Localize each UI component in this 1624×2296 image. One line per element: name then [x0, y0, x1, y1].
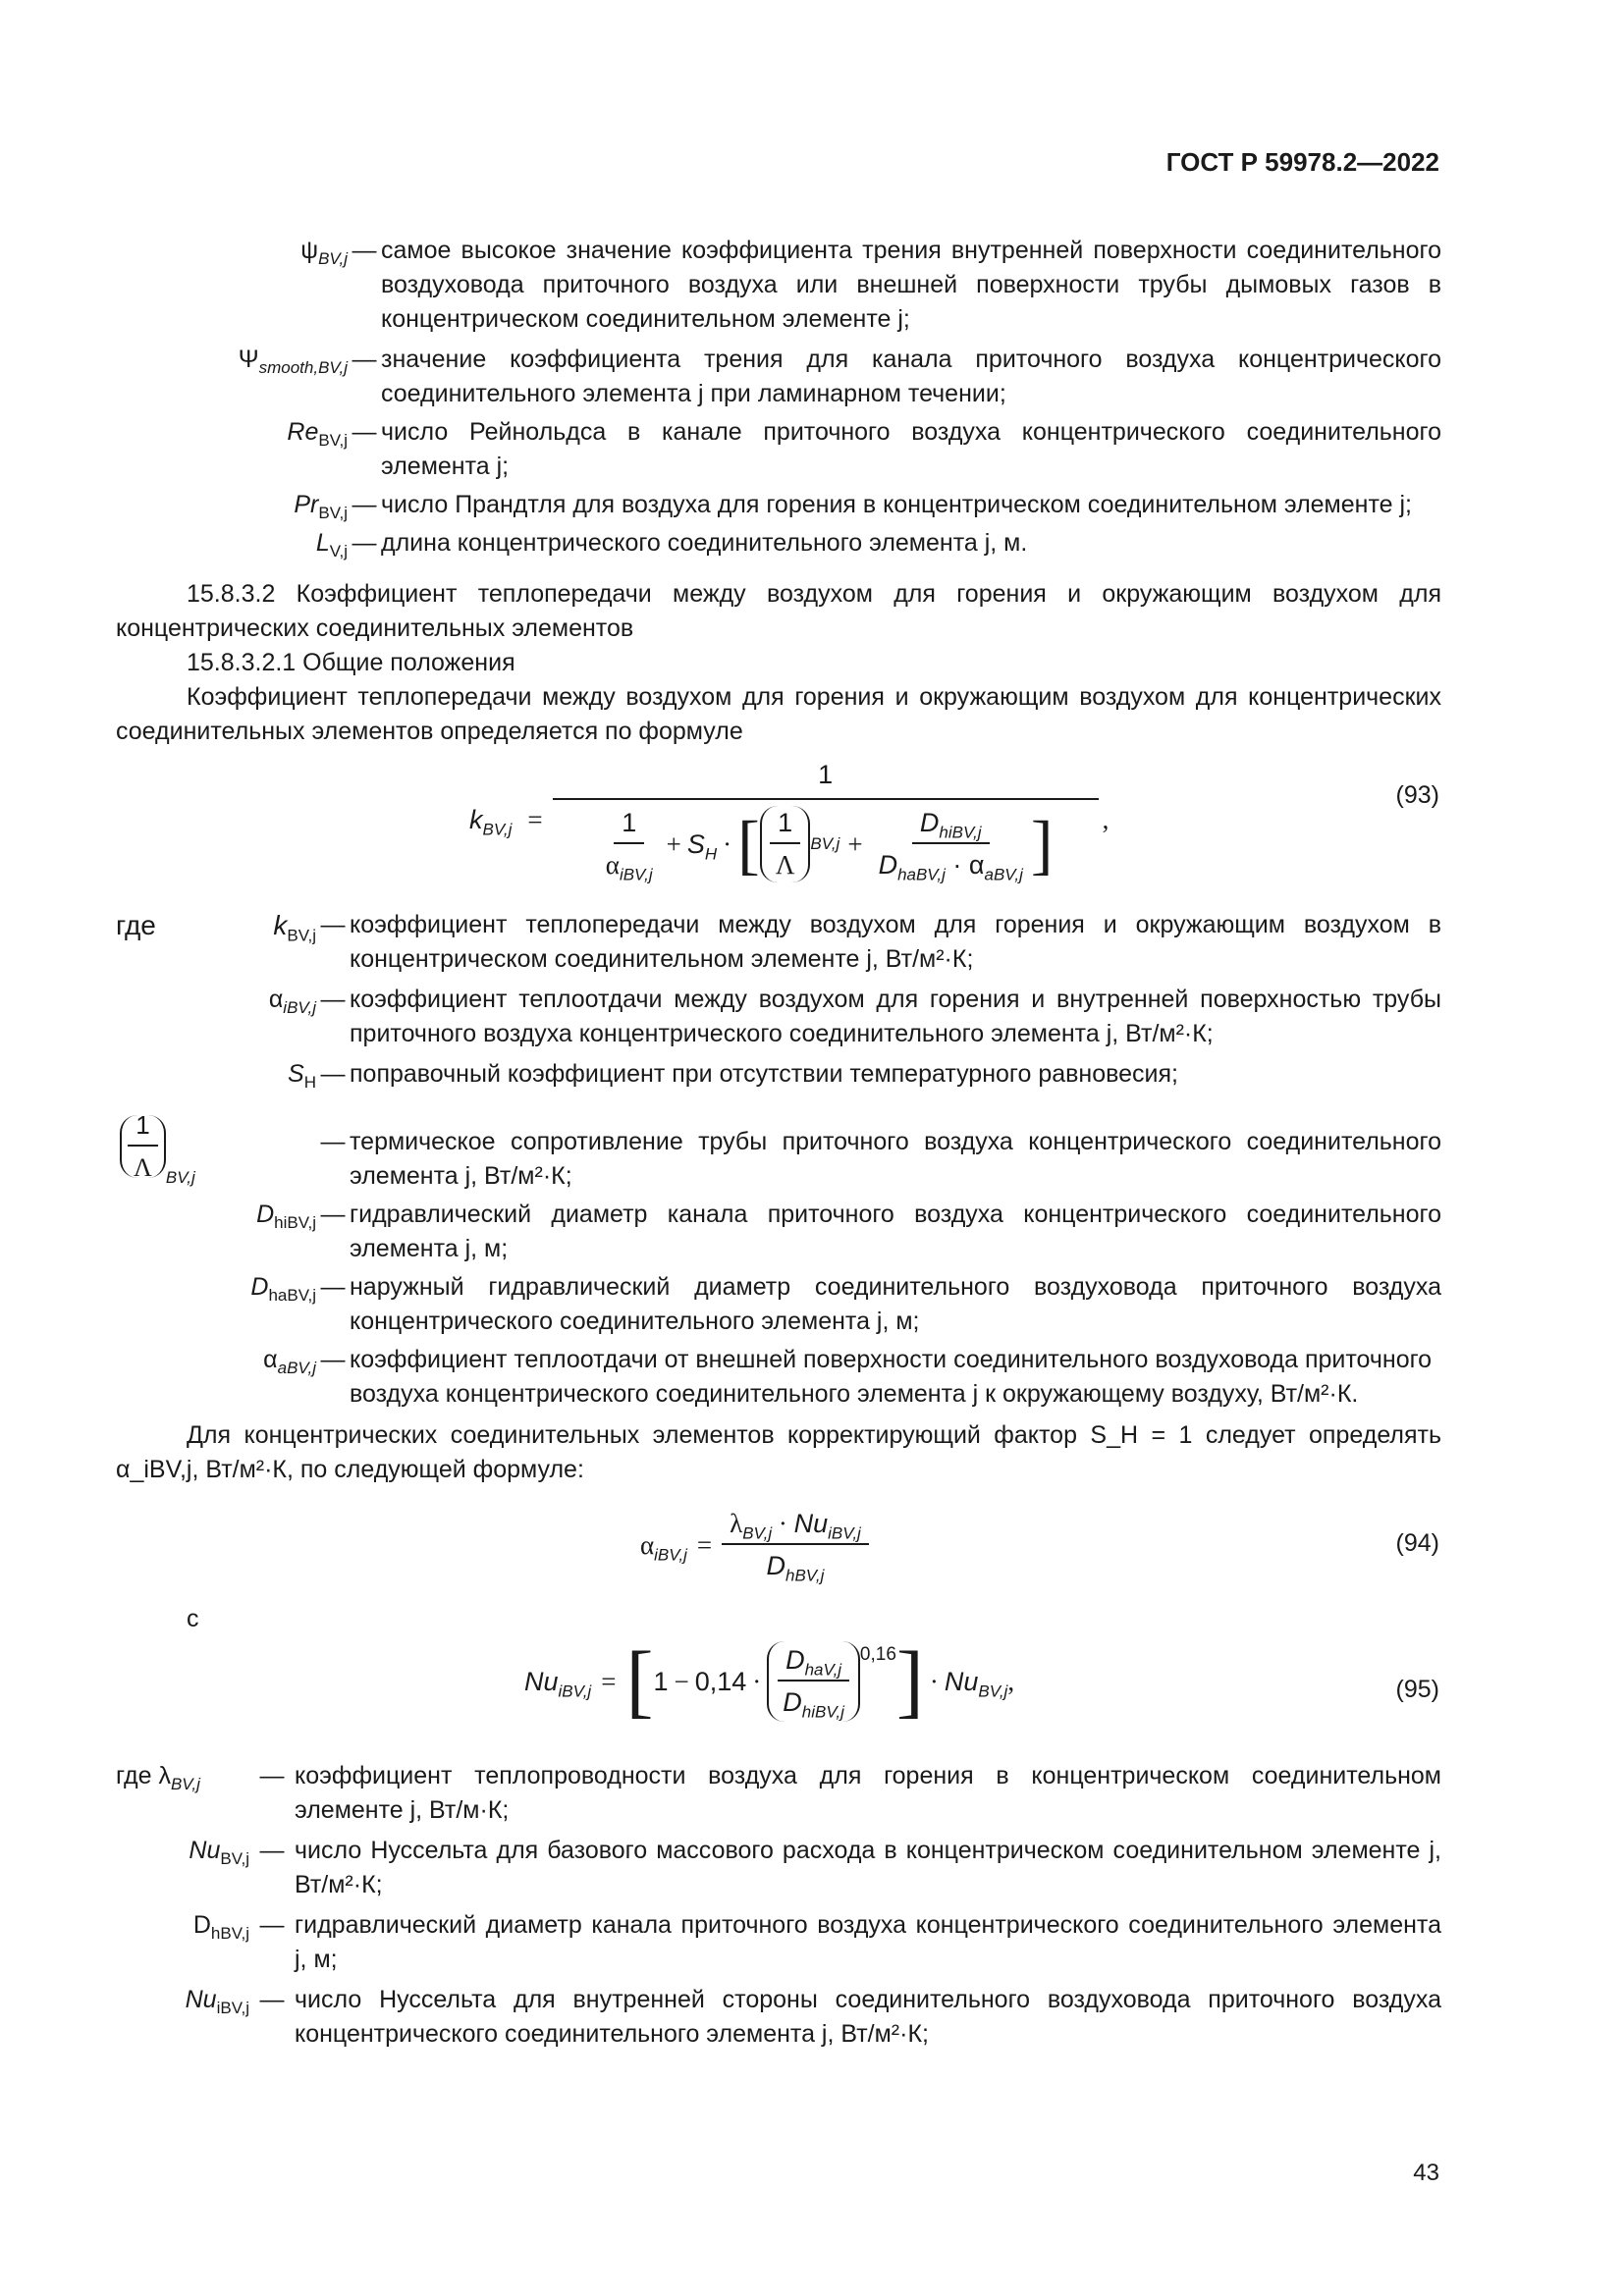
section-heading-15-8-3-2-1: 15.8.3.2.1 Общие положения [187, 649, 515, 676]
where-word: где [116, 910, 156, 940]
equation-95: $Nu_{iBV,j}$ = [ 1 − 0,14 · $\frac{D_{haV,j}}{D_{hiBV,j}}$ $^{0,16}$ ] · $Nu_{BV,j}$ , [524, 1635, 1015, 1727]
equation-94: $\alpha_{iBV,j}$ = $\frac{\lambda_{BV,j} \cdot Nu_{iBV,j}}{D_{hBV,j}}$ [640, 1507, 869, 1583]
with-word: с [187, 1605, 199, 1632]
concentric-paragraph: Для концентрических соединительных элементов корректирующий фактор S_H = 1 следует определять α_iBV,j, Вт/м²·К, по следующей формуле: [116, 1421, 1441, 1483]
definition-symbol: $S_H$ [288, 1060, 316, 1092]
definition-text: коэффициент теплоотдачи между воздухом для горения и внутренней поверхностью трубы приточного воздуха концентрического соединительного элемента j, Вт/м²·К; [350, 986, 1441, 1047]
definition-text: длина концентрического соединительного элемента j, м. [381, 529, 1028, 557]
definition-symbol: $\psi_{BV,j}$ [300, 237, 348, 268]
definition-text: коэффициент теплоотдачи от внешней поверхности соединительного воздуховода приточного воздуха концентрического соединительного элемента j к окружающему воздуху, Вт/м²·К. [350, 1346, 1433, 1408]
definition-text: число Нуссельта для внутренней стороны соединительного воздуховода приточного воздуха концентрического соединительного элемента j, Вт/м²·К; [295, 1986, 1441, 2048]
definition-text: значение коэффициента трения для канала приточного воздуха концентрического соединительного элемента j при ламинарном течении; [381, 346, 1441, 407]
definition-row: $D_{hBV,j}$ — гидравлический диаметр канала приточного воздуха концентрического соединительного элемента j, м; [116, 1908, 1441, 1977]
definition-row: $Pr_{BV,j}$ — число Прандтля для воздуха для горения в концентрическом соединительном элементе j; [116, 488, 1441, 522]
definition-row: где $k_{BV,j}$ — коэффициент теплопередачи между воздухом для горения и окружающим воздухом в концентрическом соединительном элементе j, Вт/м²·К; [116, 908, 1441, 977]
definition-text: гидравлический диаметр канала приточного воздуха концентрического соединительного элемента j, м; [350, 1201, 1441, 1262]
equation-93-number: (93) [1395, 781, 1439, 809]
definition-row: где $\lambda_{BV,j}$ — коэффициент теплопроводности воздуха для горения в концентрическом соединительном элементе j, Вт/м·К; [116, 1759, 1441, 1828]
definition-row: $Nu_{BV,j}$ — число Нуссельта для базового массового расхода в концентрическом соединительном элементе j, Вт/м²·К; [116, 1834, 1441, 1902]
equation-93: $k_{BV,j}$ = 1 $\frac{1}{\alpha_{iBV,j}}$ + $S_H$ · [ $\frac{1}{\Lambda}$ BV,j + $\frac{D_{hiBV,j}}{D_{haBV,j} \cdot \alpha_{aBV,j}}$ ] , [469, 760, 1110, 884]
definition-row: $L_{V,j}$ — длина концентрического соединительного элемента j, м. [116, 526, 1441, 561]
definition-text: число Нуссельта для базового массового расхода в концентрическом соединительном элементе j, Вт/м²·К; [295, 1837, 1441, 1898]
definition-row: $Re_{BV,j}$ — число Рейнольдса в канале приточного воздуха концентрического соединительного элемента j; [116, 415, 1441, 484]
definition-symbol: $D_{hiBV,j}$ [256, 1201, 316, 1232]
definition-text: число Прандтля для воздуха для горения в концентрическом соединительном элементе j; [381, 491, 1412, 518]
definition-symbol: $\frac{1}{\Lambda}$ BV,j [116, 1115, 316, 1178]
definition-row: $\Psi_{smooth,BV,j}$ — значение коэффициента трения для канала приточного воздуха концентрического соединительного элемента j при ламинарном течении; [116, 343, 1441, 411]
definition-text: самое высокое значение коэффициента трения внутренней поверхности соединительного воздуховода приточного воздуха или внешней поверхности трубы дымовых газов в концентрическом соединительном элементе j; [381, 237, 1441, 333]
definition-row: $D_{haBV,j}$ — наружный гидравлический диаметр соединительного воздуховода приточного воздуха концентрического соединительного элемента j, м; [116, 1270, 1441, 1339]
definition-symbol: $D_{hBV,j}$ [192, 1911, 249, 1943]
definition-symbol: $\alpha_{aBV,j}$ [263, 1346, 316, 1377]
definition-text: термическое сопротивление трубы приточного воздуха концентрического соединительного элемента j, Вт/м²·К; [350, 1128, 1441, 1190]
definition-symbol: $Pr_{BV,j}$ [294, 491, 348, 522]
definition-row: $S_H$ — поправочный коэффициент при отсутствии температурного равновесия; [116, 1057, 1441, 1092]
definitions-list-2 [116, 908, 1441, 1412]
definition-text: наружный гидравлический диаметр соединительного воздуховода приточного воздуха концентрического соединительного элемента j, м; [350, 1273, 1441, 1335]
definitions-list-3 [116, 1759, 1441, 2052]
page-number: 43 [1413, 2160, 1439, 2186]
definition-row: $Nu_{iBV,j}$ — число Нуссельта для внутренней стороны соединительного воздуховода приточного воздуха концентрического соединительного элемента j, Вт/м²·К; [116, 1983, 1441, 2052]
equation-95-number: (95) [1395, 1676, 1439, 1703]
definitions-list-1 [116, 234, 1441, 561]
definition-text: коэффициент теплопроводности воздуха для горения в концентрическом соединительном элементе j, Вт/м·К; [295, 1762, 1441, 1824]
definition-text: коэффициент теплопередачи между воздухом для горения и окружающим воздухом в концентрическом соединительном элементе j, Вт/м²·К; [350, 911, 1441, 973]
document-code-header: ГОСТ Р 59978.2—2022 [1165, 147, 1439, 177]
definition-row: $\psi_{BV,j}$ — самое высокое значение коэффициента трения внутренней поверхности соединительного воздуховода приточного воздуха или внешней поверхности трубы дымовых газов в концентрическом соединительном элементе j; [116, 234, 1441, 337]
definition-row: $\alpha_{iBV,j}$ — коэффициент теплоотдачи между воздухом для горения и внутренней поверхностью трубы приточного воздуха концентрического соединительного элемента j, Вт/м²·К; [116, 983, 1441, 1051]
definition-row: $\frac{1}{\Lambda}$ BV,j — термическое сопротивление трубы приточного воздуха концентрического соединительного элемента j, Вт/м²·К; [116, 1115, 1441, 1194]
definition-symbol: $\Psi_{smooth,BV,j}$ [238, 346, 348, 377]
definition-symbol: где $\lambda_{BV,j}$ [116, 1762, 200, 1793]
section-heading-15-8-3-2: 15.8.3.2 Коэффициент теплопередачи между воздухом для горения и окружающим воздухом для концентрических соединительных элементов [116, 580, 1441, 642]
definition-symbol: $\alpha_{iBV,j}$ [268, 986, 316, 1017]
equation-94-number: (94) [1395, 1529, 1439, 1557]
definition-text: число Рейнольдса в канале приточного воздуха концентрического соединительного элемента j; [381, 418, 1441, 480]
definition-text: гидравлический диаметр канала приточного воздуха концентрического соединительного элемента j, м; [295, 1911, 1441, 1973]
definition-symbol: $Nu_{iBV,j}$ [185, 1986, 249, 2017]
definition-symbol: $D_{haBV,j}$ [250, 1273, 316, 1305]
definition-symbol: $Nu_{BV,j}$ [189, 1837, 249, 1868]
definition-symbol: $k_{BV,j}$ [273, 910, 316, 945]
definition-symbol: $L_{V,j}$ [315, 529, 348, 561]
definition-row: $\alpha_{aBV,j}$ — коэффициент теплоотдачи от внешней поверхности соединительного воздуховода приточного воздуха концентрического соединительного элемента j к окружающему воздуху, Вт/м²·К. [116, 1343, 1441, 1412]
definition-text: поправочный коэффициент при отсутствии температурного равновесия; [350, 1060, 1178, 1088]
definition-symbol: $Re_{BV,j}$ [287, 418, 348, 450]
intro-paragraph: Коэффициент теплопередачи между воздухом для горения и окружающим воздухом для концентрических соединительных элементов определяется по формуле [116, 683, 1441, 745]
definition-row: $D_{hiBV,j}$ — гидравлический диаметр канала приточного воздуха концентрического соединительного элемента j, м; [116, 1198, 1441, 1266]
